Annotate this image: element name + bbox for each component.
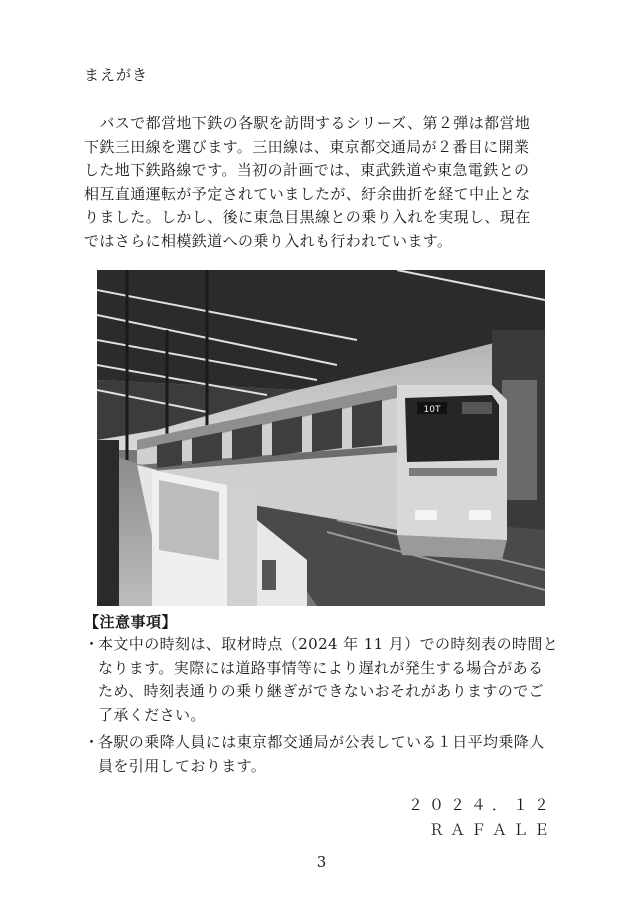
page-number: 3 — [316, 853, 327, 871]
date: ２０２４．１２ — [407, 796, 555, 814]
note-text — [98, 633, 558, 727]
note-line: 員を引用しております。 — [98, 756, 267, 775]
train-photo — [97, 270, 545, 606]
notes-title: 【注意事項】 — [84, 613, 178, 631]
note-line: ため、時刻表通りの乗り継ぎができないおそれがありますのでご — [98, 682, 545, 701]
intro-line: した地下鉄路線です。当初の計画では、東武鉄道や東急電鉄との — [84, 161, 530, 180]
bullet: ・ — [84, 635, 100, 653]
note-line: 各駅の乗降人員には東京都交通局が公表している１日平均乗降人 — [98, 733, 545, 752]
train-photo-illustration — [97, 270, 545, 606]
intro-line: りました。しかし、後に東急目黒線との乗り入れを実現し、現在 — [84, 208, 531, 227]
author: ＲＡＦＡＬＥ — [428, 821, 555, 839]
intro-paragraph — [84, 112, 564, 254]
section-heading: まえがき — [84, 66, 149, 84]
intro-line: バスで都営地下鉄の各駅を訪問するシリーズ、第２弾は都営地 — [84, 114, 531, 132]
note-line: 了承ください。 — [98, 705, 206, 724]
notes-list — [84, 633, 564, 783]
note-line: 本文中の時刻は、取材時点（2024 年 11 月）での時刻表の時間と — [98, 635, 559, 653]
intro-line: 相互直通運転が予定されていましたが、紆余曲折を経て中止とな — [84, 184, 531, 203]
train-number-display: 10T — [423, 405, 441, 415]
note-item — [84, 633, 564, 727]
intro-line: 下鉄三田線を選びます。三田線は、東京都交通局が２番目に開業 — [84, 137, 530, 156]
note-text — [98, 731, 545, 778]
note-item — [84, 731, 564, 778]
intro-line: ではさらに相模鉄道への乗り入れも行われています。 — [84, 231, 453, 250]
note-line: なります。実際には道路事情等により遅れが発生する場合がある — [98, 658, 544, 677]
bullet: ・ — [84, 733, 100, 752]
